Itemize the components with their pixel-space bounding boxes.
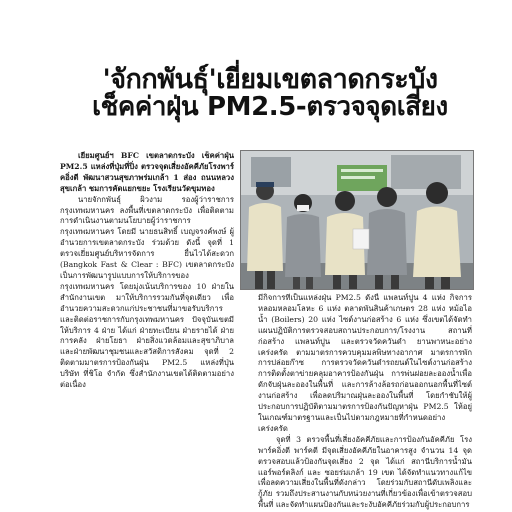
- article-column-right: [258, 293, 472, 512]
- article-body-left: นายจักกพันธุ์ ผิวงาม รองผู้ว่าราชการกรุงเทพมหานคร ลงพื้นที่เขตลาดกระบัง เพื่อติดตามการดำเนินงานตามนโยบายผู้ว่าราชการกรุงเทพมหานคร โดยมี นายธนสิทธิ์ เบญจรงค์พงษ์ ผู้อำนวยการเขตลาดกระบัง ร่วมด้วย ดังนี้ จุดที่ 1 ตรวจเยี่ยมศูนย์บริหารจัดการ ยื่นไวได้สะดวก (Bangkok Fast & Clear : BFC) เขตลาดกระบัง เป็นการพัฒนารูปแบบการให้บริการของกรุงเทพมหานคร โดยมุ่งเน้นบริการของ 10 ฝ่ายในสำนักงานเขต มาให้บริการรวมกันที่จุดเดียว เพื่ออำนวยความสะดวกแก่ประชาชนที่มาขอรับบริการ และติดต่อราชการกับกรุงเทพมหานคร ปัจจุบันเขตมีให้บริการ 4 ฝ่าย ได้แก่ ฝ่ายทะเบียน ฝ่ายรายได้ ฝ่ายการคลัง ฝ่ายโยธา ฝ่ายสิ่งแวดล้อมและสุขาภิบาล และฝ่ายพัฒนาชุมชนและสวัสดิการสังคม จุดที่ 2 ติดตามมาตรการป้องกันฝุ่น PM2.5 แหล่งที่ปุ่น บริษัท ที่ชิโอ จำกัด ซึ่งสำนักงานเขตได้ติดตามอย่างต่อเนื่อง: [60, 194, 234, 390]
- article-body-right-1: มีกิจการที่เป็นแหล่งฝุ่น PM2.5 ดังนี้ แพลนท์ปูน 4 แห่ง กิจการหลอมหลอมโลหะ 6 แห่ง ตลาดพันสินค้าเกษตร 28 แห่ง หม้อไอน้ำ (Boilers) 20 แห่ง ไซต์งานก่อสร้าง 6 แห่ง ซึ่งเขตได้จัดทำแผนปฏิบัติการตรวจสอบสถานประกอบการ/โรงงาน สถานที่ก่อสร้าง แพลนท์ปูน และตรวจวัดควันดำ ยานพาหนะอย่างเคร่งครัด ตามมาตรการควบคุมมลพิษทางอากาศ มาตรการพักการปล่อยก๊าซ การตรวจวัดควันดำรถยนต์ในไซต์งานก่อสร้าง การติดตั้งตาข่ายคลุมอาคารป้องกันฝุ่น การพ่นฝอยละอองน้ำเพื่อดักจับฝุ่นละอองในพื้นที่ และการล้างล้อรถก่อนออกนอกพื้นที่ไซต์งานก่อสร้าง เพื่อลดปริมาณฝุ่นละอองในพื้นที่ โดยกำชับให้ผู้ประกอบการปฏิบัติตามมาตรการป้องกันปัญหาฝุ่น PM2.5 ให้อยู่ในเกณฑ์มาตรฐานและเป็นไปตามกฎหมายที่กำหนดอย่างเคร่งครัด: [258, 293, 472, 433]
- article-column-left: [60, 151, 234, 512]
- headline-line-2: เช็คค่าฝุ่น PM2.5-ตรวจจุดเสี่ยง: [92, 91, 448, 122]
- headline: [60, 66, 480, 120]
- site-visit-photo-icon: [241, 151, 473, 289]
- news-photo: [240, 150, 474, 290]
- article-lede: เยี่ยมศูนย์ฯ BFC เขตลาดกระบัง เช็คค่าฝุ่น PM2.5 แหล่งที่ปุ่มที่ปิ่ง ตรวจจุดเสี่ยงอัคคีภัยโรงพาร์คอิ่งตี พัฒนาสวนสุขภาพร่มเกล้า 1 ส่อง ถนนหลวงสุขเกล้า ชมการคัดแยกขยะ โรงเรียนวัดขุมทอง: [60, 151, 234, 193]
- article-body-right-2: จุดที่ 3 ตรวจพื้นที่เสี่ยงอัคคีภัยและการป้องกันอัคคีภัย โรงพาร์คอิ่งตี พาร์คตี มีจุดเสี่ยงอัคคีภัยในอาคารสูง จำนวน 14 จุด ตรวจสอบแล้วป้องกันจุดเสี่ยง 2 จุด ได้แก่ สถานีบริการน้ำมัน แอร์พอร์ตลิงก์ และ ซอยร่มเกล้า 19 เขต ได้จัดทำแนวทางแก้ไขเพื่อลดความเสี่ยงในพื้นที่ดังกล่าว โดยร่วมกับสถานีดับเพลิงและกู้ภัย รวมถึงประสานงานกับหน่วยงานที่เกี่ยวข้องเพื่อเข้าตรวจสอบพื้นที่ และจัดทำแผนป้องกันและระงับอัคคีภัยร่วมกับผู้ประกอบการ: [258, 434, 472, 510]
- headline-line-1: 'จักกพันธุ์'เยี่ยมเขตลาดกระบัง: [102, 64, 438, 95]
